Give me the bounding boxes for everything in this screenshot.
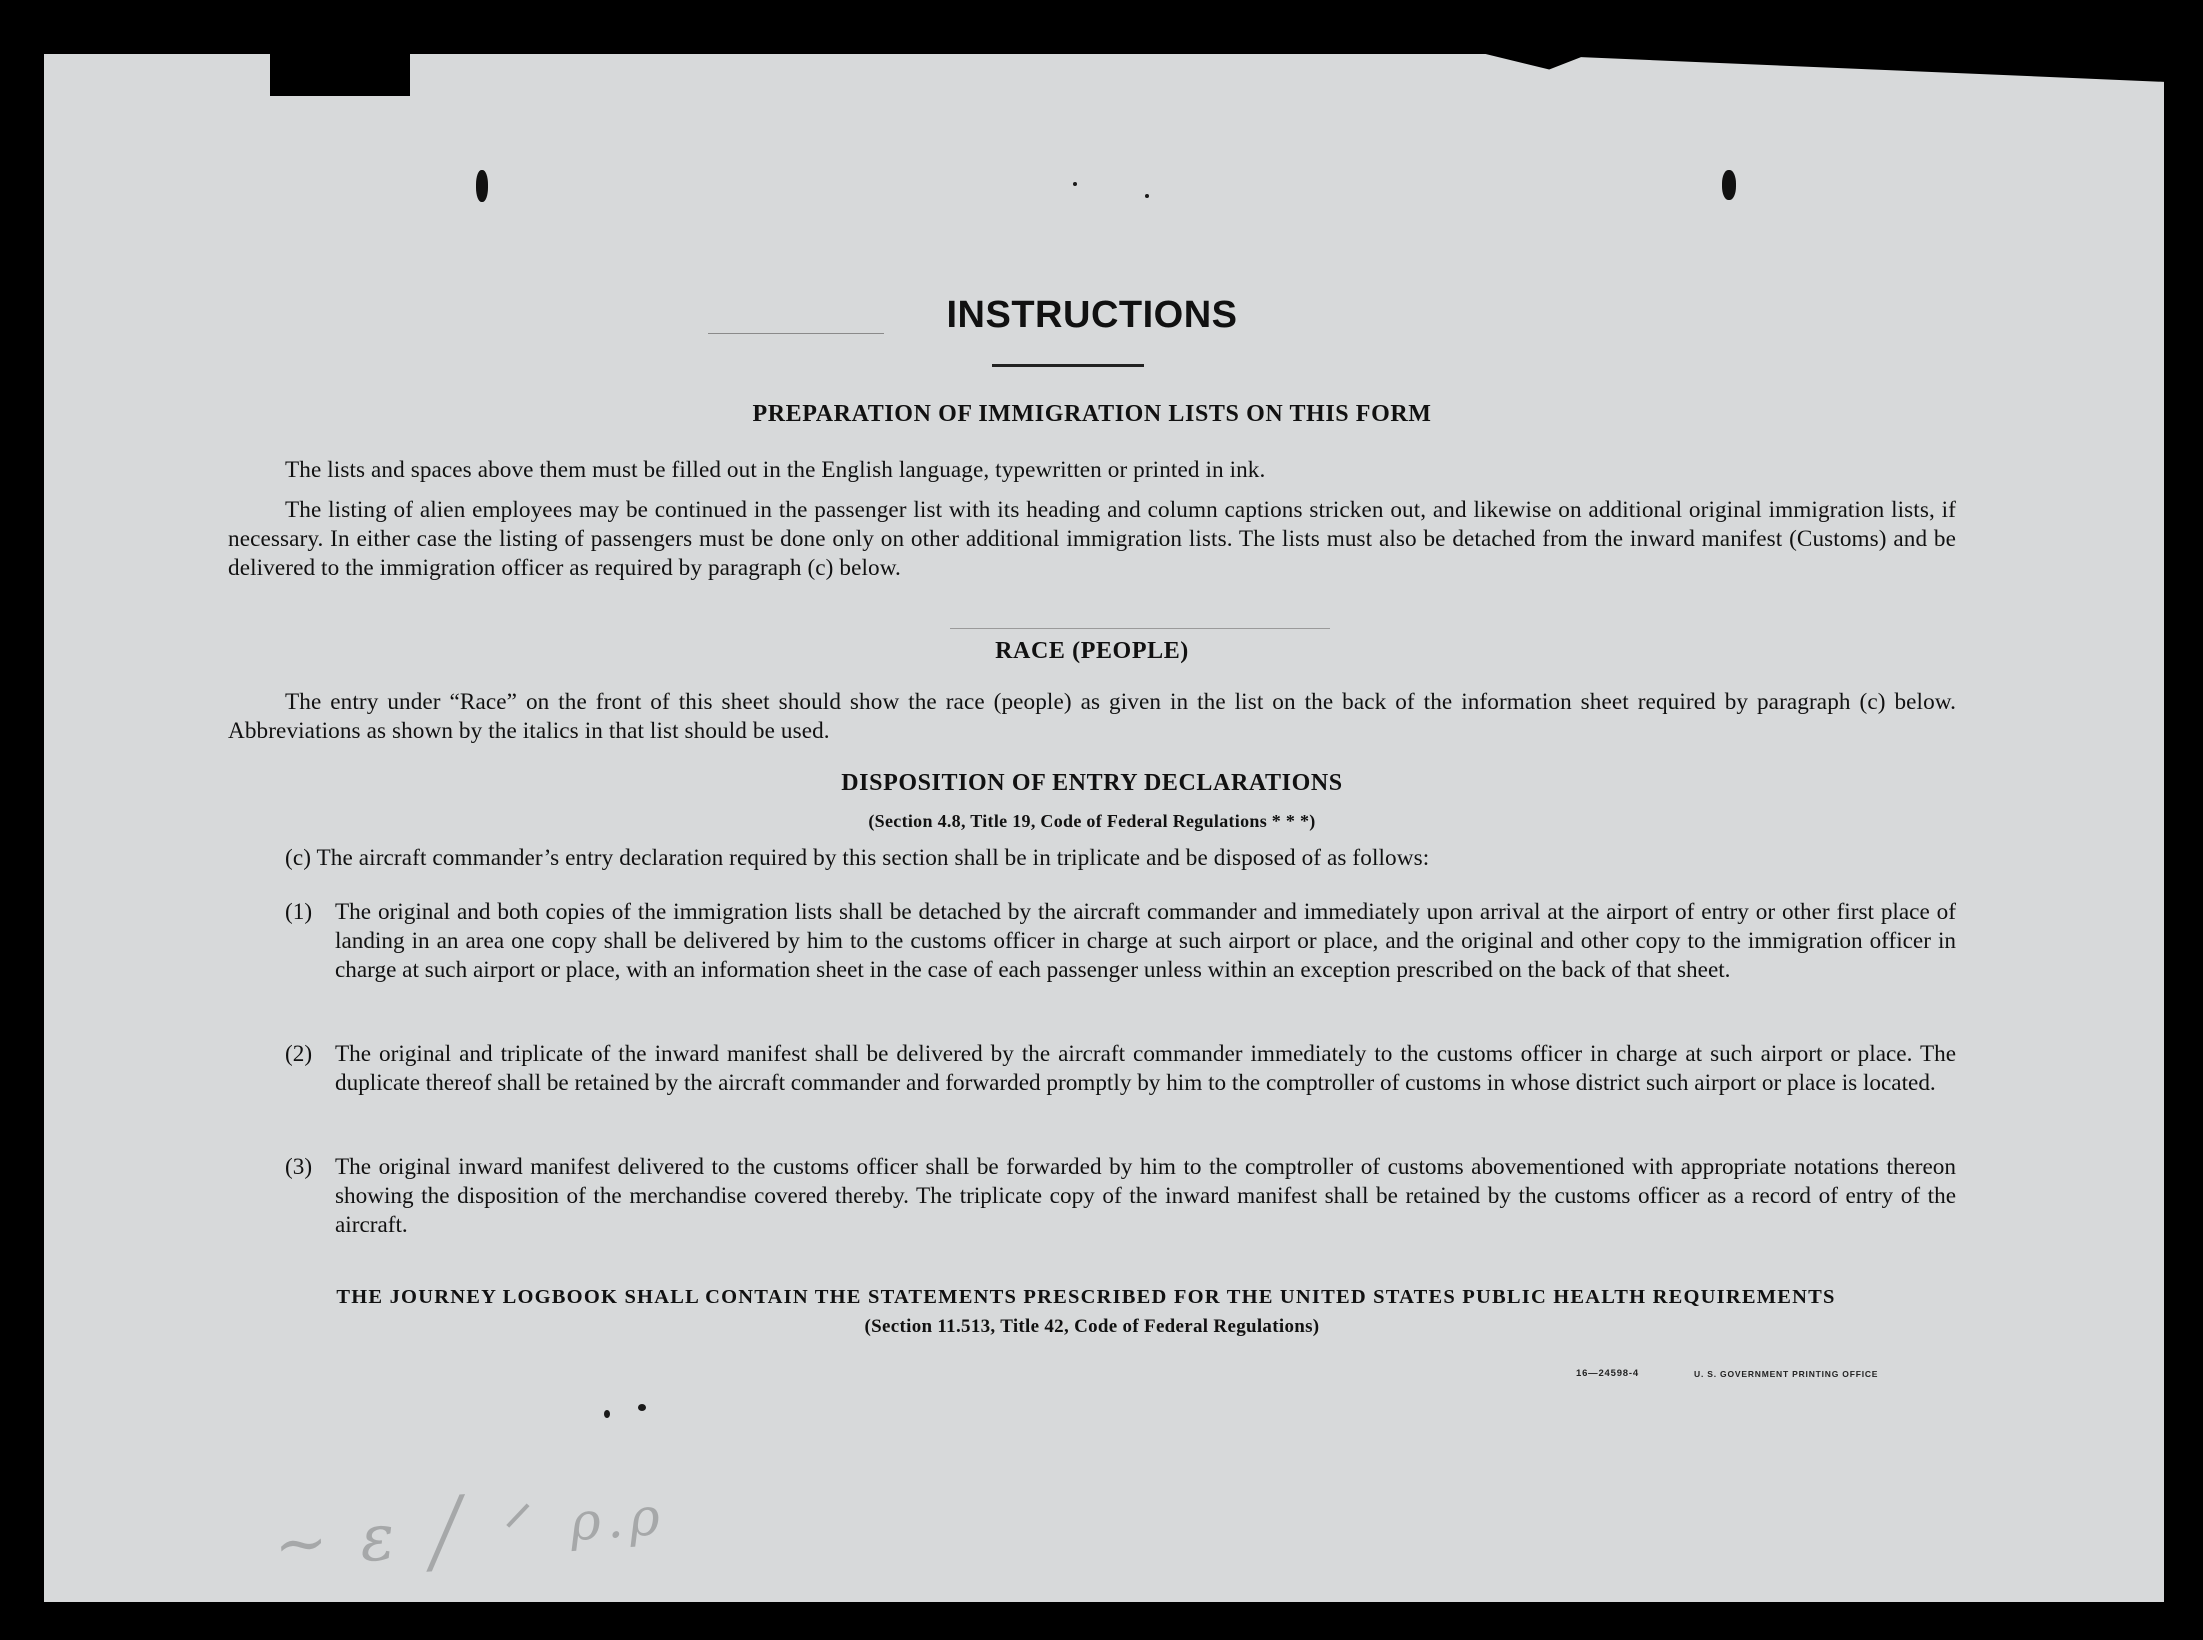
list-item-number: (2) (285, 1041, 313, 1067)
printer-imprint: U. S. GOVERNMENT PRINTING OFFICE (1694, 1369, 1879, 1379)
list-item (285, 898, 1956, 985)
health-requirements-citation: (Section 11.513, Title 42, Code of Federal Regulations) (864, 1316, 1320, 1337)
list-item-text: The original and triplicate of the inward manifest shall be delivered by the aircraft commander immediately to the customs officer in charge at such airport or place. The duplicate thereof shall be retained by the aircraft commander and forwarded promptly by him to the comptroller of customs in whose district such airport or place is located. (335, 1041, 1956, 1096)
paragraph-preparation-1: The lists and spaces above them must be filled out in the English language, typewritten or printed in ink. (285, 457, 1266, 483)
faint-pencil-annotation: ρ.ρ (568, 1486, 668, 1554)
list-item-text: The original inward manifest delivered to the customs officer shall be forwarded by him to the comptroller of customs abovementioned with appropriate notations thereon showing the disposition of the merchandise covered thereby. The triplicate copy of the inward manifest shall be retained by the customs officer as a record of entry of the aircraft. (335, 1154, 1956, 1238)
health-requirements-statement: THE JOURNEY LOGBOOK SHALL CONTAIN THE STATEMENTS PRESCRIBED FOR THE UNITED STATES PUBLIC HEALTH REQUIREMENTS (336, 1286, 1836, 1308)
faint-pencil-annotation: ~ ε ╱ ᐟ (271, 1491, 533, 1583)
list-item-number: (3) (285, 1154, 313, 1180)
paragraph-preparation-2: The listing of alien employees may be continued in the passenger list with its heading and column captions stricken out, and likewise on additional original immigration lists, if necessary. In either case the listing of passengers must be done only on other additional immigration lists. The lists must also be detached from the inward manifest (Customs) and be delivered to the immigration officer as required by paragraph (c) below. (228, 497, 1956, 581)
list-item-number: (1) (285, 899, 313, 925)
form-number: 16—24598-4 (1576, 1368, 1639, 1379)
disposition-intro: (c) The aircraft commander’s entry declaration required by this section shall be in triplicate and be disposed of as follows: (285, 845, 1430, 871)
title-underline (992, 364, 1144, 367)
paragraph-race: The entry under “Race” on the front of this sheet should show the race (people) as given in the list on the back of the information sheet required by paragraph (c) below. Abbreviations as shown by the italics in that list should be used. (228, 689, 1956, 744)
list-item-text: The original and both copies of the immigration lists shall be detached by the aircraft commander and immediately upon arrival at the airport of entry or other first place of landing in an area one copy shall be delivered by him to the customs officer in charge at such airport or place, and the original and other copy to the immigration officer in charge at such airport or place, with an information sheet in the case of each passenger unless within an exception prescribed on the back of that sheet. (335, 899, 1956, 983)
instructions-content (228, 0, 1956, 1640)
page-title: INSTRUCTIONS (946, 294, 1238, 336)
disposition-citation: (Section 4.8, Title 19, Code of Federal Regulations * * *) (868, 811, 1316, 831)
section-heading-race: RACE (PEOPLE) (995, 638, 1189, 664)
section-heading-disposition: DISPOSITION OF ENTRY DECLARATIONS (841, 770, 1343, 796)
list-item (285, 1040, 1956, 1098)
list-item (285, 1153, 1956, 1240)
section-heading-preparation: PREPARATION OF IMMIGRATION LISTS ON THIS FORM (752, 401, 1432, 427)
